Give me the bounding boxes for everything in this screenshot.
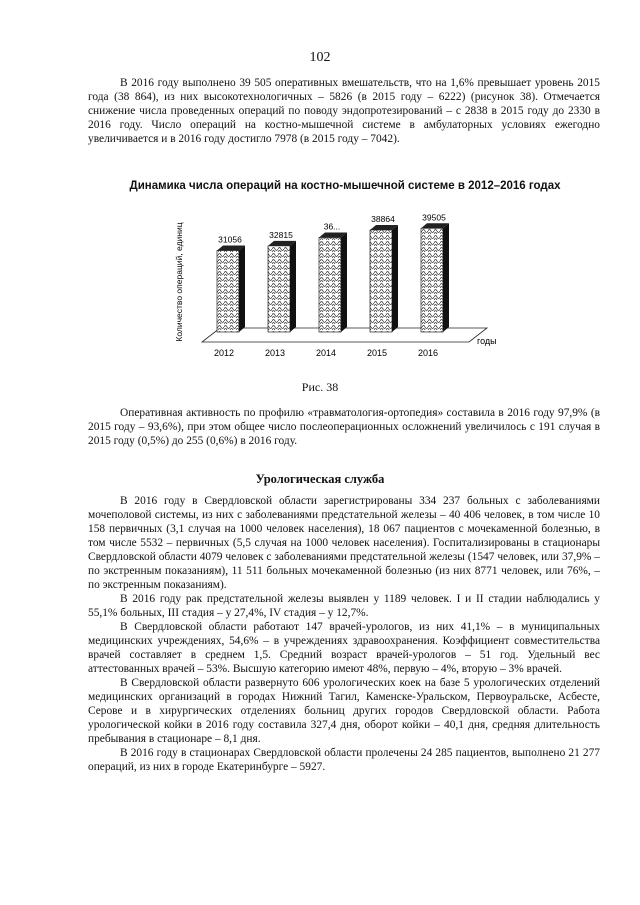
data-label: 39505	[422, 212, 446, 223]
data-label: 31056	[218, 234, 242, 245]
paragraph: В 2016 году в Свердловской области зарегистрированы 334 237 больных с заболеваниями мочеполовой системы, из них с заболеваниями предстательной железы – 40 406 человек, в том числе 10 158 первичных (3,1 случая на 1000 человек населения), 18 067 пациентов с мочекаменной болезнью, в том числе 5532 – первичных (5,5 случая на 1000 человек населения). Госпитализированы в стационары Свердловской области 4079 человек с заболеваниями предстательной железы (1547 человек, или 37,9% – по экстренным показаниям), 11 511 больных мочекаменной болезнью (из них 8771 человек, или 76%, – по экстренным показаниям).	[88, 495, 600, 591]
x-tick-label: 2015	[366, 348, 388, 358]
section-title: Урологическая служба	[255, 472, 385, 486]
bar-front	[421, 228, 443, 332]
intro-paragraph	[88, 76, 600, 146]
x-tick-label: 2012	[213, 348, 235, 358]
bar-chart	[170, 210, 500, 370]
bar-front	[217, 250, 239, 332]
bar-2015	[370, 225, 398, 332]
page-number: 102	[309, 50, 331, 65]
bar-2012	[217, 245, 245, 332]
paragraph: В 2016 году в стационарах Свердловской области пролечены 24 285 пациентов, выполнено 21 277 операций, из них в городе Екатеринбурге – 5927.	[88, 747, 600, 773]
operative-paragraph	[88, 406, 600, 448]
bar-front	[319, 238, 341, 333]
paragraph: В Свердловской области работают 147 врачей-урологов, из них 41,1% – в муниципальных медицинских учреждениях, 54,6% – в учреждениях здравоохранения. Коэффициент совместительства врачей составляет в среднем 1,5. Средний возраст врачей-урологов – 51 год. Удельный вес аттестованных врачей – 53%. Высшую категорию имеют 48%, первую – 4%, вторую – 3% врачей.	[88, 621, 600, 675]
bar-side	[341, 233, 347, 333]
chart-bars	[217, 212, 449, 332]
data-label: 32815	[269, 229, 293, 240]
bar-2016	[421, 223, 449, 332]
x-axis-label: годы	[477, 336, 497, 346]
x-tick-label: 2013	[264, 348, 286, 358]
data-label: 38864	[371, 213, 395, 224]
paragraph: Оперативная активность по профилю «травматология-ортопедия» составила в 2016 году 97,9% (в 2015 году – 93,6%), при этом общее число послеоперационных осложнений увеличилось с 191 случая в 2015 году (0,5%) до 255 (0,6%) в 2016 году.	[88, 407, 600, 447]
x-tick-labels	[214, 348, 438, 358]
data-label: 36...	[323, 221, 341, 232]
bar-2014	[319, 233, 347, 333]
chart-title: Динамика числа операций на костно-мышечной системе в 2012–2016 годах	[129, 180, 561, 192]
bar-2013	[268, 241, 296, 332]
bar-side	[290, 241, 296, 332]
bar-side	[392, 225, 398, 332]
urology-text	[88, 494, 600, 774]
y-axis-label: Количество операций, единиц	[174, 222, 184, 342]
paragraph: В Свердловской области развернуто 606 урологических коек на базе 5 урологических отделений медицинских организаций в городах Нижний Тагил, Каменске-Уральском, Первоуральске, Асбесте, Серове и в хирургических отделениях больниц других городов Свердловской области. Работа урологической койки в 2016 году составила 327,4 дня, оборот койки – 40,1 дня, средняя длительность пребывания в стационаре – 8,1 дня.	[88, 677, 600, 745]
x-tick-label: 2014	[315, 348, 337, 358]
x-tick-label: 2016	[417, 348, 439, 358]
paragraph: В 2016 году рак предстательной железы выявлен у 1189 человек. I и II стадии наблюдались у 55,1% больных, III стадия – у 27,4%, IV стадия – у 12,7%.	[88, 593, 600, 619]
figure-caption: Рис. 38	[301, 380, 339, 394]
bar-front	[370, 230, 392, 332]
bar-front	[268, 246, 290, 332]
bar-side	[443, 223, 449, 332]
bar-side	[239, 245, 245, 332]
paragraph: В 2016 году выполнено 39 505 оперативных вмешательств, что на 1,6% превышает уровень 2015 года (38 864), из них высокотехнологичных – 5826 (в 2015 году – 6222) (рисунок 38). Отмечается снижение числа проведенных операций по поводу эндопротезирований – с 2838 в 2015 году до 2330 в 2016 году. Число операций на костно-мышечной системе в амбулаторных условиях ежегодно увеличивается и в 2016 году достигло 7978 (в 2015 году – 7042).	[88, 77, 600, 145]
